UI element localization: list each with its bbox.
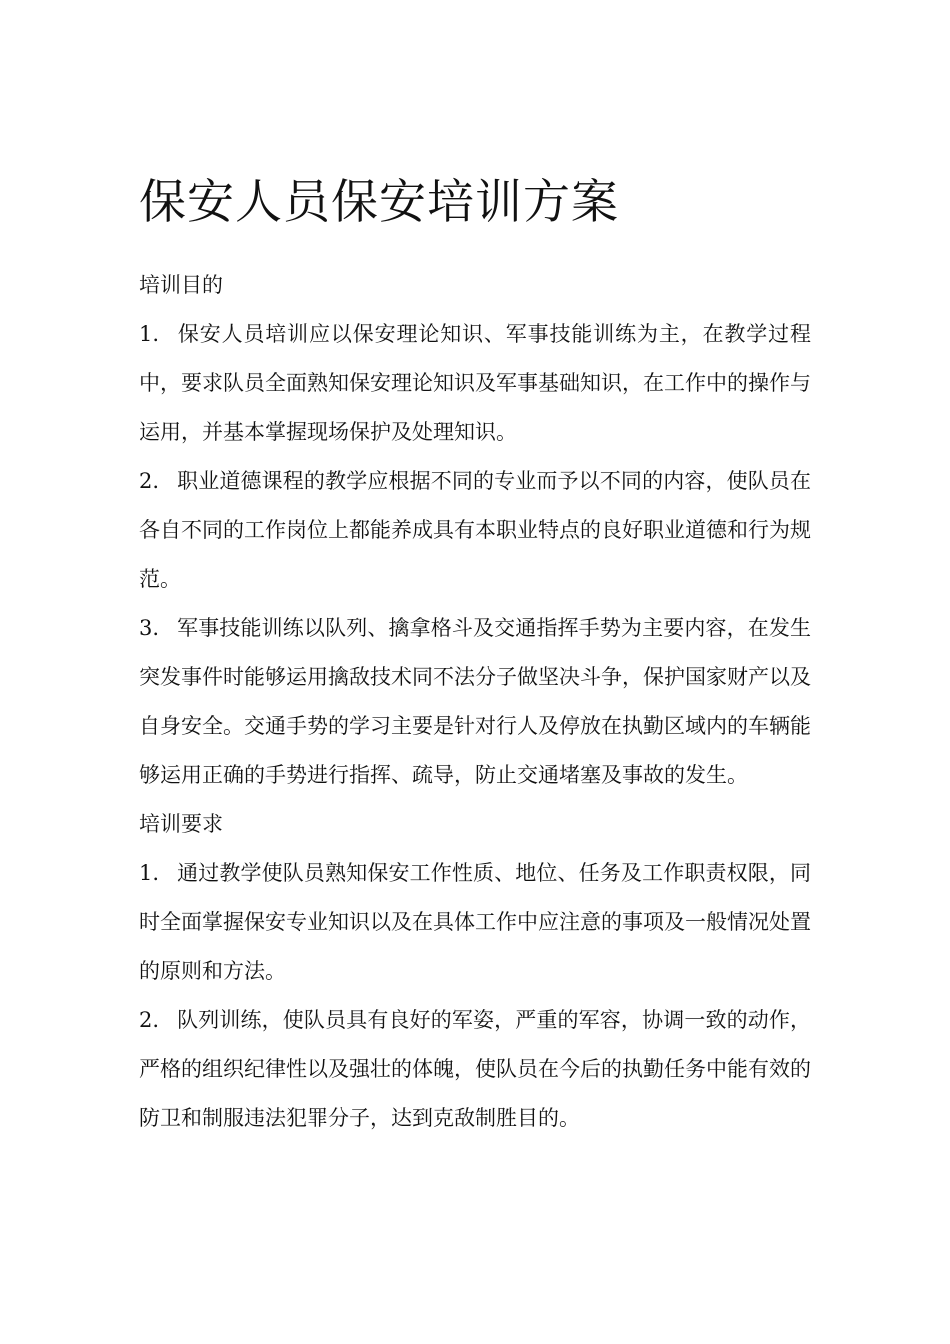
- list-item: [139, 849, 811, 996]
- document-body: [139, 172, 811, 1143]
- section-heading: 培训目的: [139, 273, 223, 297]
- list-item: [139, 604, 811, 800]
- item-text: 队列训练，使队员具有良好的军姿，严重的军容，协调一致的动作，严格的组织纪律性以及强壮的体魄，使队员在今后的执勤任务中能有效的防卫和制服违法犯罪分子，达到克敌制胜目的。: [139, 1008, 811, 1130]
- list-item: [139, 457, 811, 604]
- section-training-purpose: [139, 261, 811, 800]
- list-item: [139, 996, 811, 1143]
- section-heading: 培训要求: [139, 812, 223, 836]
- item-text: 军事技能训练以队列、擒拿格斗及交通指挥手势为主要内容，在发生突发事件时能够运用擒敌技术同不法分子做坚决斗争，保护国家财产以及自身安全。交通手势的学习主要是针对行人及停放在执勤区域内的车辆能够运用正确的手势进行指挥、疏导，防止交通堵塞及事故的发生。: [139, 616, 811, 787]
- item-text: 通过教学使队员熟知保安工作性质、地位、任务及工作职责权限，同时全面掌握保安专业知识以及在具体工作中应注意的事项及一般情况处置的原则和方法。: [139, 861, 811, 983]
- item-text: 保安人员培训应以保安理论知识、军事技能训练为主，在教学过程中，要求队员全面熟知保安理论知识及军事基础知识，在工作中的操作与运用，并基本掌握现场保护及处理知识。: [139, 322, 811, 444]
- document-title: 保安人员保安培训方案: [139, 175, 619, 230]
- item-text: 职业道德课程的教学应根据不同的专业而予以不同的内容，使队员在各自不同的工作岗位上都能养成具有本职业特点的良好职业道德和行为规范。: [139, 469, 811, 591]
- item-number: 2.: [139, 1008, 160, 1032]
- item-number: 2.: [139, 469, 160, 493]
- section-training-requirements: [139, 800, 811, 1143]
- item-number: 1.: [139, 861, 160, 885]
- item-number: 1.: [139, 322, 160, 346]
- item-number: 3.: [139, 616, 160, 640]
- list-item: [139, 310, 811, 457]
